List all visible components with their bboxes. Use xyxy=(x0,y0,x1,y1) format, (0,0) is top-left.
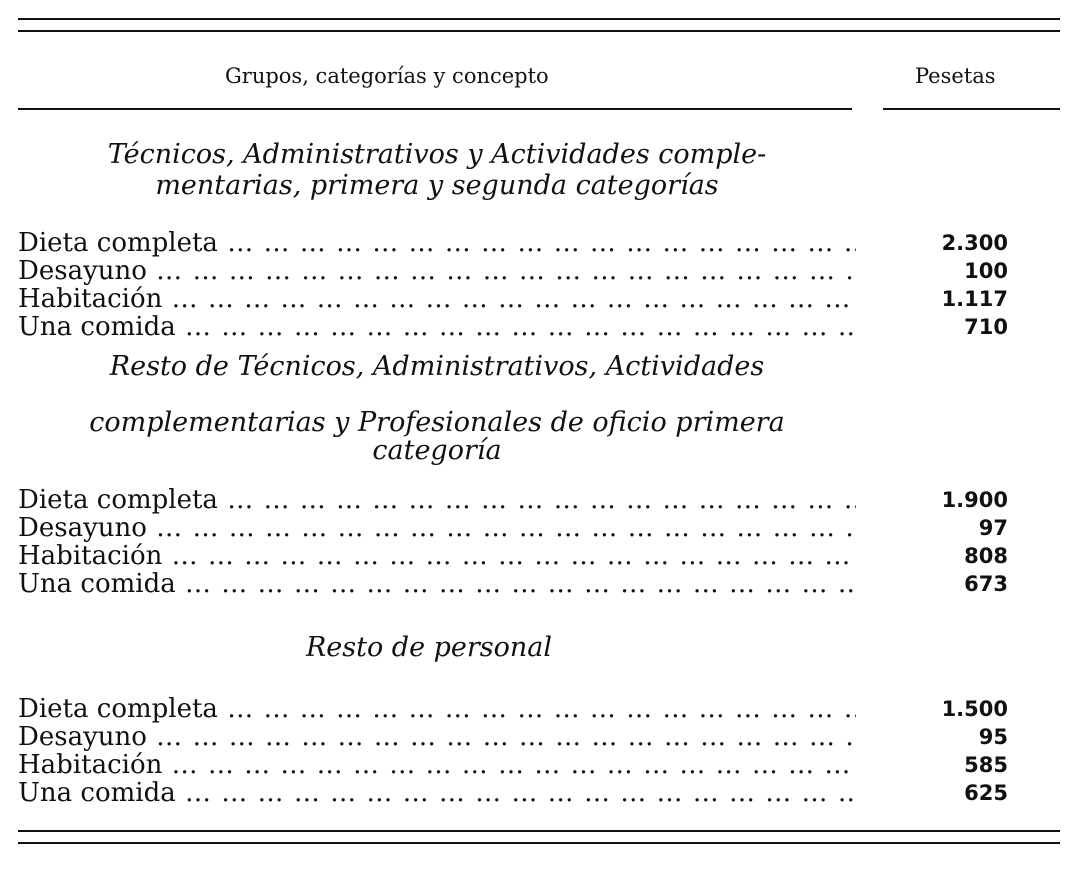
row-value: 97 xyxy=(978,516,1008,540)
row-value: 710 xyxy=(964,315,1008,339)
table-row xyxy=(18,542,1008,570)
table-row xyxy=(18,229,1008,257)
row-label: Habitación … … … … … … … … … … … … … … … … … … … … … … … … xyxy=(18,542,856,570)
row-value: 100 xyxy=(964,259,1008,283)
section-title: Técnicos, Administrativos y Actividades comple- xyxy=(107,139,767,170)
column-header-amount: Pesetas xyxy=(915,64,996,88)
row-label: Habitación … … … … … … … … … … … … … … … … … … … … … … … … xyxy=(18,285,856,313)
column-header-concept: Grupos, categorías y concepto xyxy=(225,64,549,88)
table-row xyxy=(18,514,1008,542)
top-rule-second xyxy=(18,30,1060,32)
table-row xyxy=(18,779,1008,807)
table-row xyxy=(18,695,1008,723)
row-value: 1.117 xyxy=(941,287,1008,311)
row-value: 1.500 xyxy=(941,697,1008,721)
section-title: Resto de Técnicos, Administrativos, Actividades xyxy=(109,351,765,382)
row-value: 585 xyxy=(964,753,1008,777)
row-value: 673 xyxy=(964,572,1008,596)
row-value: 625 xyxy=(964,781,1008,805)
row-label: Una comida … … … … … … … … … … … … … … … … … … … … … … … … xyxy=(18,313,856,341)
row-label: Habitación … … … … … … … … … … … … … … … … … … … … … … … … xyxy=(18,751,856,779)
header-rule-right xyxy=(883,108,1060,110)
row-label: Una comida … … … … … … … … … … … … … … … … … … … … … … … … xyxy=(18,779,856,807)
row-label: Dieta completa … … … … … … … … … … … … … … … … … … … … … … … … xyxy=(18,229,856,257)
row-value: 1.900 xyxy=(941,488,1008,512)
table-row xyxy=(18,486,1008,514)
row-label: Una comida … … … … … … … … … … … … … … … … … … … … … … … … xyxy=(18,570,856,598)
bottom-rule-second xyxy=(18,842,1060,844)
row-label: Desayuno … … … … … … … … … … … … … … … … … … … … … … … … xyxy=(18,723,856,751)
table-row xyxy=(18,570,1008,598)
table-row xyxy=(18,285,1008,313)
table-row xyxy=(18,751,1008,779)
table-row xyxy=(18,313,1008,341)
section-title: categoría xyxy=(372,435,502,466)
row-value: 95 xyxy=(978,725,1008,749)
header-rule-left xyxy=(18,108,852,110)
section-title: complementarias y Profesionales de oficio primera xyxy=(89,407,785,438)
section-title: mentarias, primera y segunda categorías xyxy=(155,170,719,201)
row-label: Dieta completa … … … … … … … … … … … … … … … … … … … … … … … … xyxy=(18,486,856,514)
row-value: 2.300 xyxy=(941,231,1008,255)
row-value: 808 xyxy=(964,544,1008,568)
row-label: Desayuno … … … … … … … … … … … … … … … … … … … … … … … … xyxy=(18,257,856,285)
row-label: Dieta completa … … … … … … … … … … … … … … … … … … … … … … … … xyxy=(18,695,856,723)
section-title: Resto de personal xyxy=(305,632,553,663)
row-label: Desayuno … … … … … … … … … … … … … … … … … … … … … … … … xyxy=(18,514,856,542)
top-rule xyxy=(18,18,1060,20)
table-row xyxy=(18,257,1008,285)
table-row xyxy=(18,723,1008,751)
bottom-rule xyxy=(18,830,1060,832)
